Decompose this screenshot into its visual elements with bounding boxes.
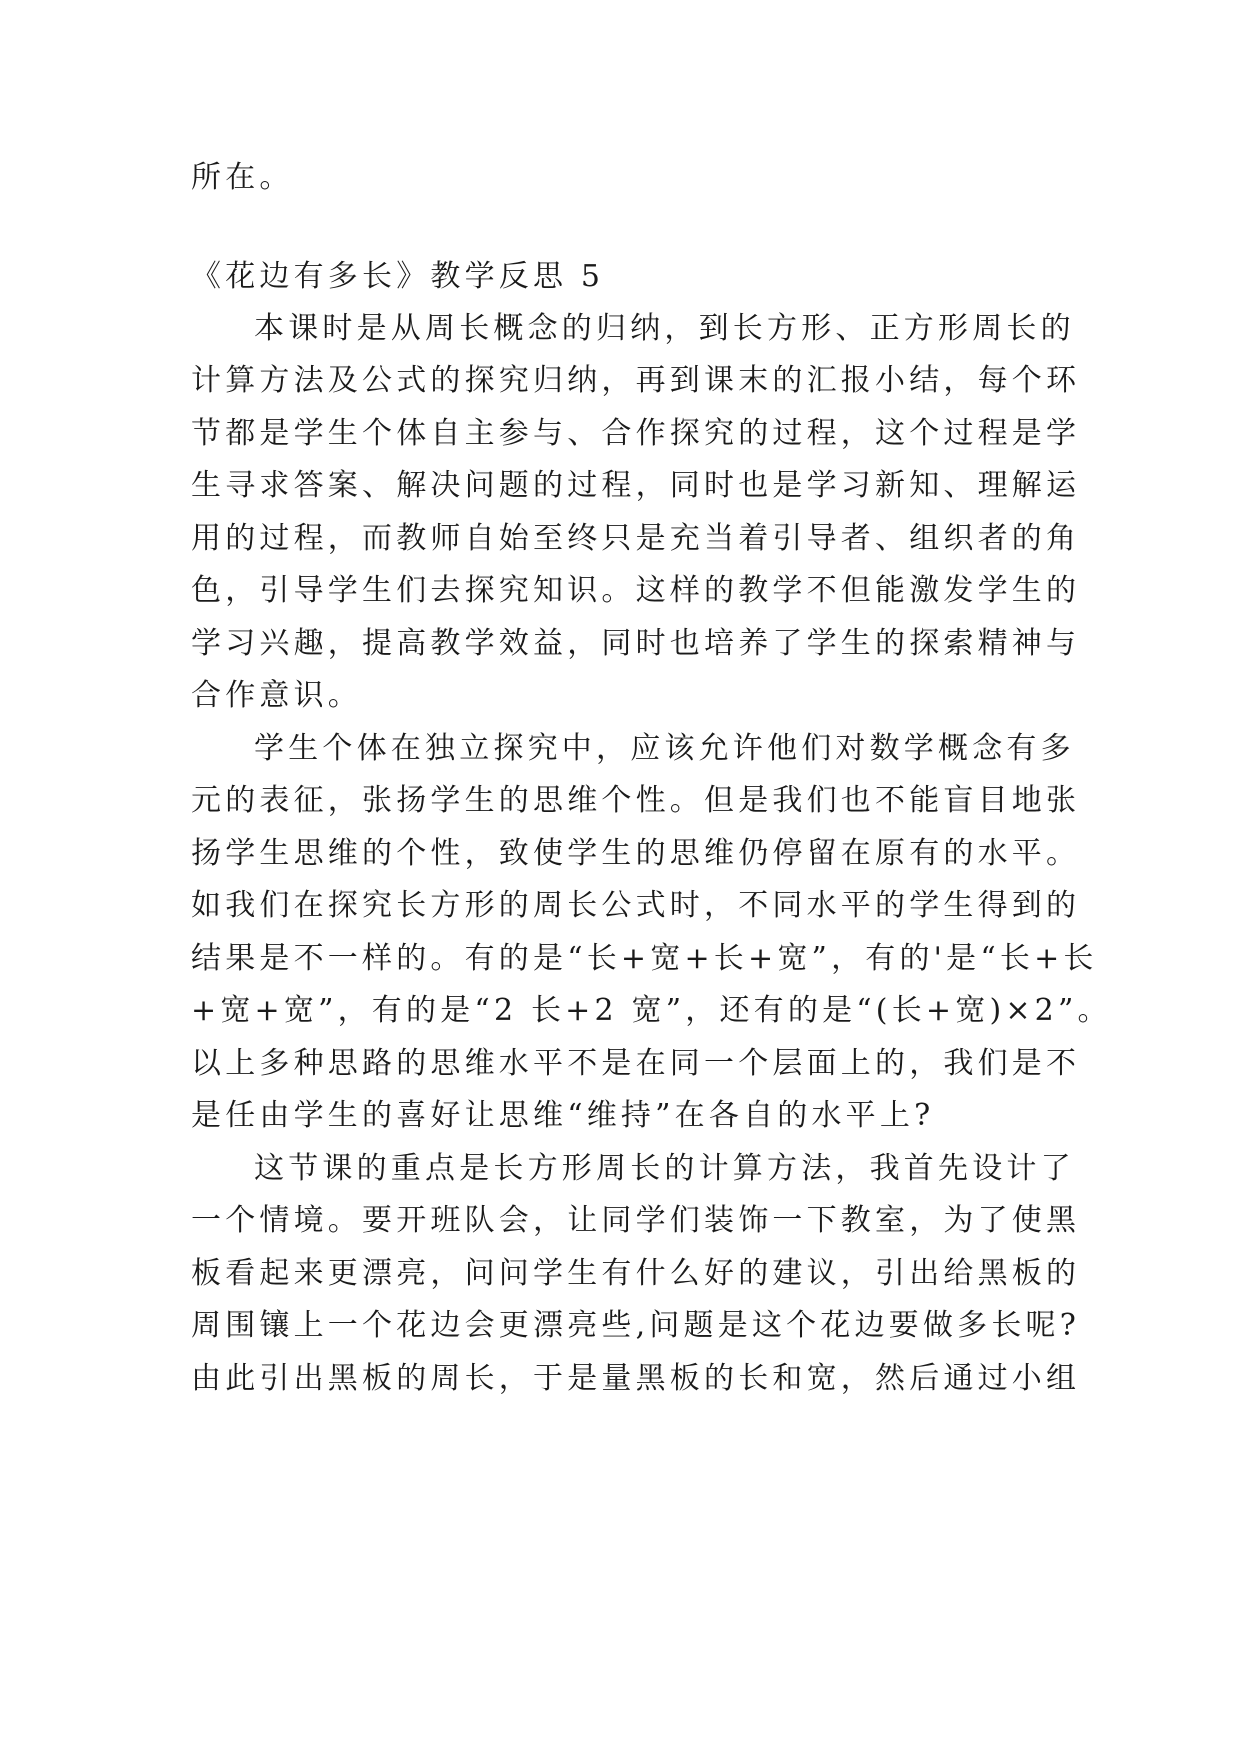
text-line: 合作意识。 xyxy=(191,678,362,713)
text-line: +宽+宽”，有的是“2 长+2 宽”，还有的是“(长+宽)×2”。 xyxy=(191,993,1112,1028)
text-line: 以上多种思路的思维水平不是在同一个层面上的，我们是不 xyxy=(191,1046,1081,1081)
text-line: 元的表征，张扬学生的思维个性。但是我们也不能盲目地张 xyxy=(191,783,1081,818)
text-line: 周围镶上一个花边会更漂亮些,问题是这个花边要做多长呢? xyxy=(191,1308,1081,1343)
text-line: 用的过程，而教师自始至终只是充当着引导者、组织者的角 xyxy=(191,521,1081,556)
paragraph-tail-text: 所在。 xyxy=(191,160,294,195)
text-line: 一个情境。要开班队会，让同学们装饰一下教室，为了使黑 xyxy=(191,1203,1081,1238)
section-title: 《花边有多长》教学反思 5 xyxy=(191,259,605,294)
text-line: 本课时是从周长概念的归纳，到长方形、正方形周长的 xyxy=(254,311,1075,346)
text-line: 计算方法及公式的探究归纳，再到课末的汇报小结，每个环 xyxy=(191,363,1081,398)
text-line: 扬学生思维的个性，致使学生的思维仍停留在原有的水平。 xyxy=(191,836,1081,871)
text-line: 结果是不一样的。有的是“长+宽+长+宽”，有的'是“长+长 xyxy=(191,941,1098,976)
text-line: 如我们在探究长方形的周长公式时，不同水平的学生得到的 xyxy=(191,888,1081,923)
text-line: 是任由学生的喜好让思维“维持”在各自的水平上? xyxy=(191,1098,935,1133)
text-line: 生寻求答案、解决问题的过程，同时也是学习新知、理解运 xyxy=(191,468,1081,503)
text-line: 色，引导学生们去探究知识。这样的教学不但能激发学生的 xyxy=(191,573,1081,608)
text-line: 节都是学生个体自主参与、合作探究的过程，这个过程是学 xyxy=(191,416,1081,451)
text-line: 学生个体在独立探究中，应该允许他们对数学概念有多 xyxy=(254,731,1075,766)
text-line: 学习兴趣，提高教学效益，同时也培养了学生的探索精神与 xyxy=(191,626,1081,661)
text-line: 板看起来更漂亮，问问学生有什么好的建议，引出给黑板的 xyxy=(191,1256,1081,1291)
text-line: 这节课的重点是长方形周长的计算方法，我首先设计了 xyxy=(254,1151,1075,1186)
text-line: 由此引出黑板的周长，于是量黑板的长和宽，然后通过小组 xyxy=(191,1361,1081,1396)
